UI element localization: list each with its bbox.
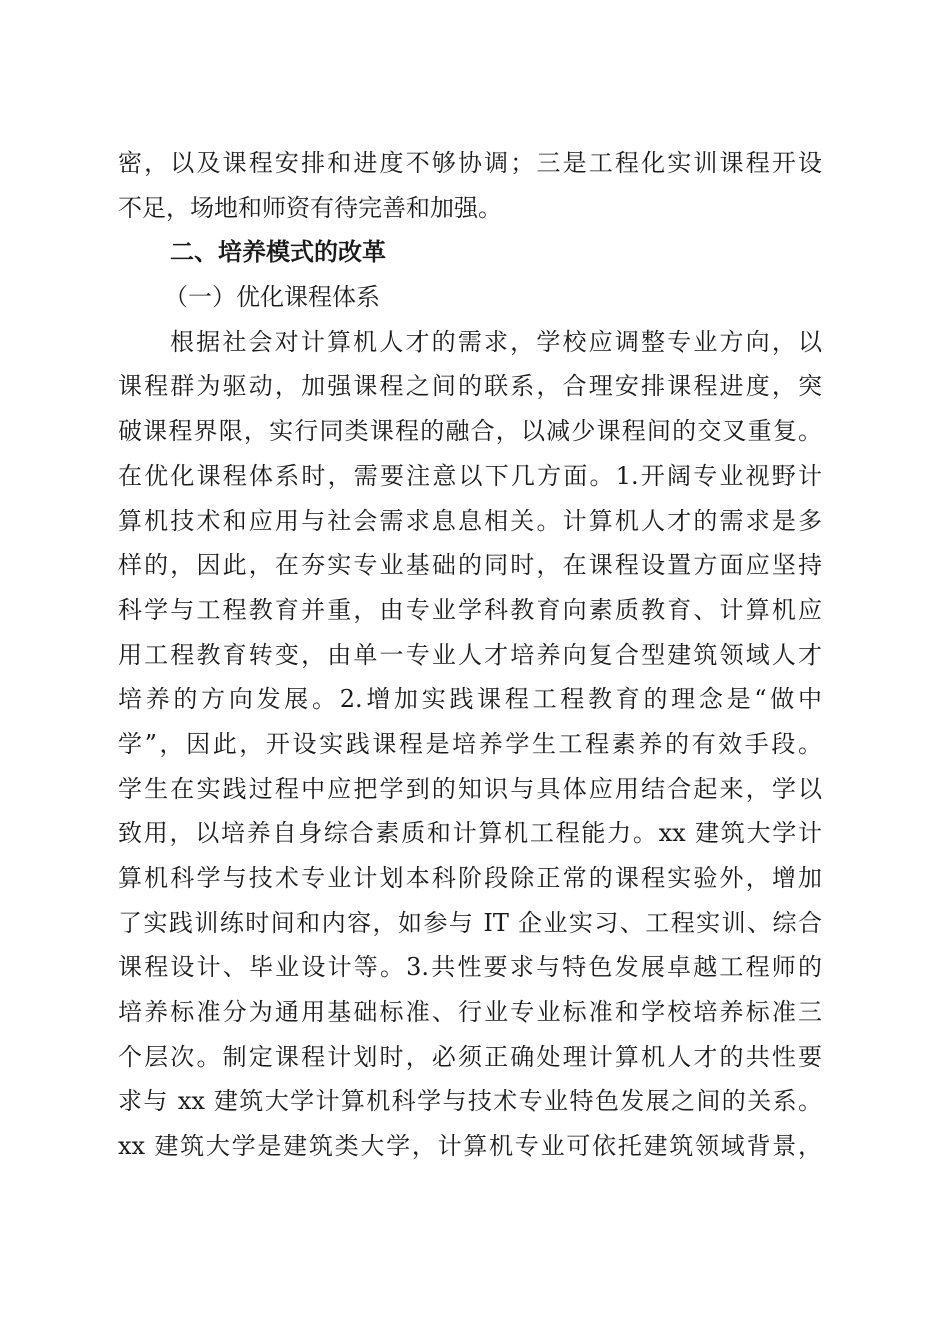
paragraph-line: xx 建筑大学是建筑类大学，计算机专业可依托建筑领域背景， xyxy=(118,1132,822,1161)
paragraph-line: 用工程教育转变，由单一专业人才培养向复合型建筑领域人才 xyxy=(118,640,822,669)
paragraph-line: 个层次。制定课程计划时，必须正确处理计算机人才的共性要 xyxy=(118,1042,822,1071)
paragraph-line: 了实践训练时间和内容，如参与 IT 企业实习、工程实训、综合 xyxy=(118,908,822,937)
paragraph-line: 算机科学与技术专业计划本科阶段除正常的课程实验外，增加 xyxy=(118,864,822,892)
paragraph-line: 求与 xx 建筑大学计算机科学与技术专业特色发展之间的关系。 xyxy=(118,1087,822,1116)
paragraph-line: 培养的方向发展。2.增加实践课程工程教育的理念是“做中 xyxy=(118,685,822,714)
paragraph-line: 课程群为驱动，加强课程之间的联系，合理安排课程进度，突 xyxy=(118,372,822,401)
paragraph-line: 算机技术和应用与社会需求息息相关。计算机人才的需求是多 xyxy=(118,506,822,535)
paragraph-line: 学生在实践过程中应把学到的知识与具体应用结合起来，学以 xyxy=(118,774,822,803)
paragraph-line: 根据社会对计算机人才的需求，学校应调整专业方向，以 xyxy=(170,327,822,356)
paragraph-line: 致用，以培养自身综合素质和计算机工程能力。xx 建筑大学计 xyxy=(118,819,822,848)
paragraph-line: 学”，因此，开设实践课程是培养学生工程素养的有效手段。 xyxy=(118,729,822,758)
paragraph-line: 在优化课程体系时，需要注意以下几方面。1.开阔专业视野计 xyxy=(118,461,822,490)
continuation-line: 不足，场地和师资有待完善和加强。 xyxy=(118,193,502,222)
paragraph-line: 科学与工程教育并重，由专业学科教育向素质教育、计算机应 xyxy=(118,595,822,624)
section-heading: 二、培养模式的改革 xyxy=(170,237,386,267)
paragraph-line: 课程设计、毕业设计等。3.共性要求与特色发展卓越工程师的 xyxy=(118,953,822,982)
continuation-line: 密，以及课程安排和进度不够协调；三是工程化实训课程开设 xyxy=(118,149,822,177)
paragraph-line: 培养标准分为通用基础标准、行业专业标准和学校培养标准三 xyxy=(118,998,822,1027)
subsection-heading: （一）优化课程体系 xyxy=(164,283,380,312)
paragraph-line: 破课程界限，实行同类课程的融合，以减少课程间的交叉重复。 xyxy=(118,417,822,446)
document-body xyxy=(118,141,822,1169)
paragraph-line: 样的，因此，在夯实专业基础的同时，在课程设置方面应坚持 xyxy=(118,551,822,580)
